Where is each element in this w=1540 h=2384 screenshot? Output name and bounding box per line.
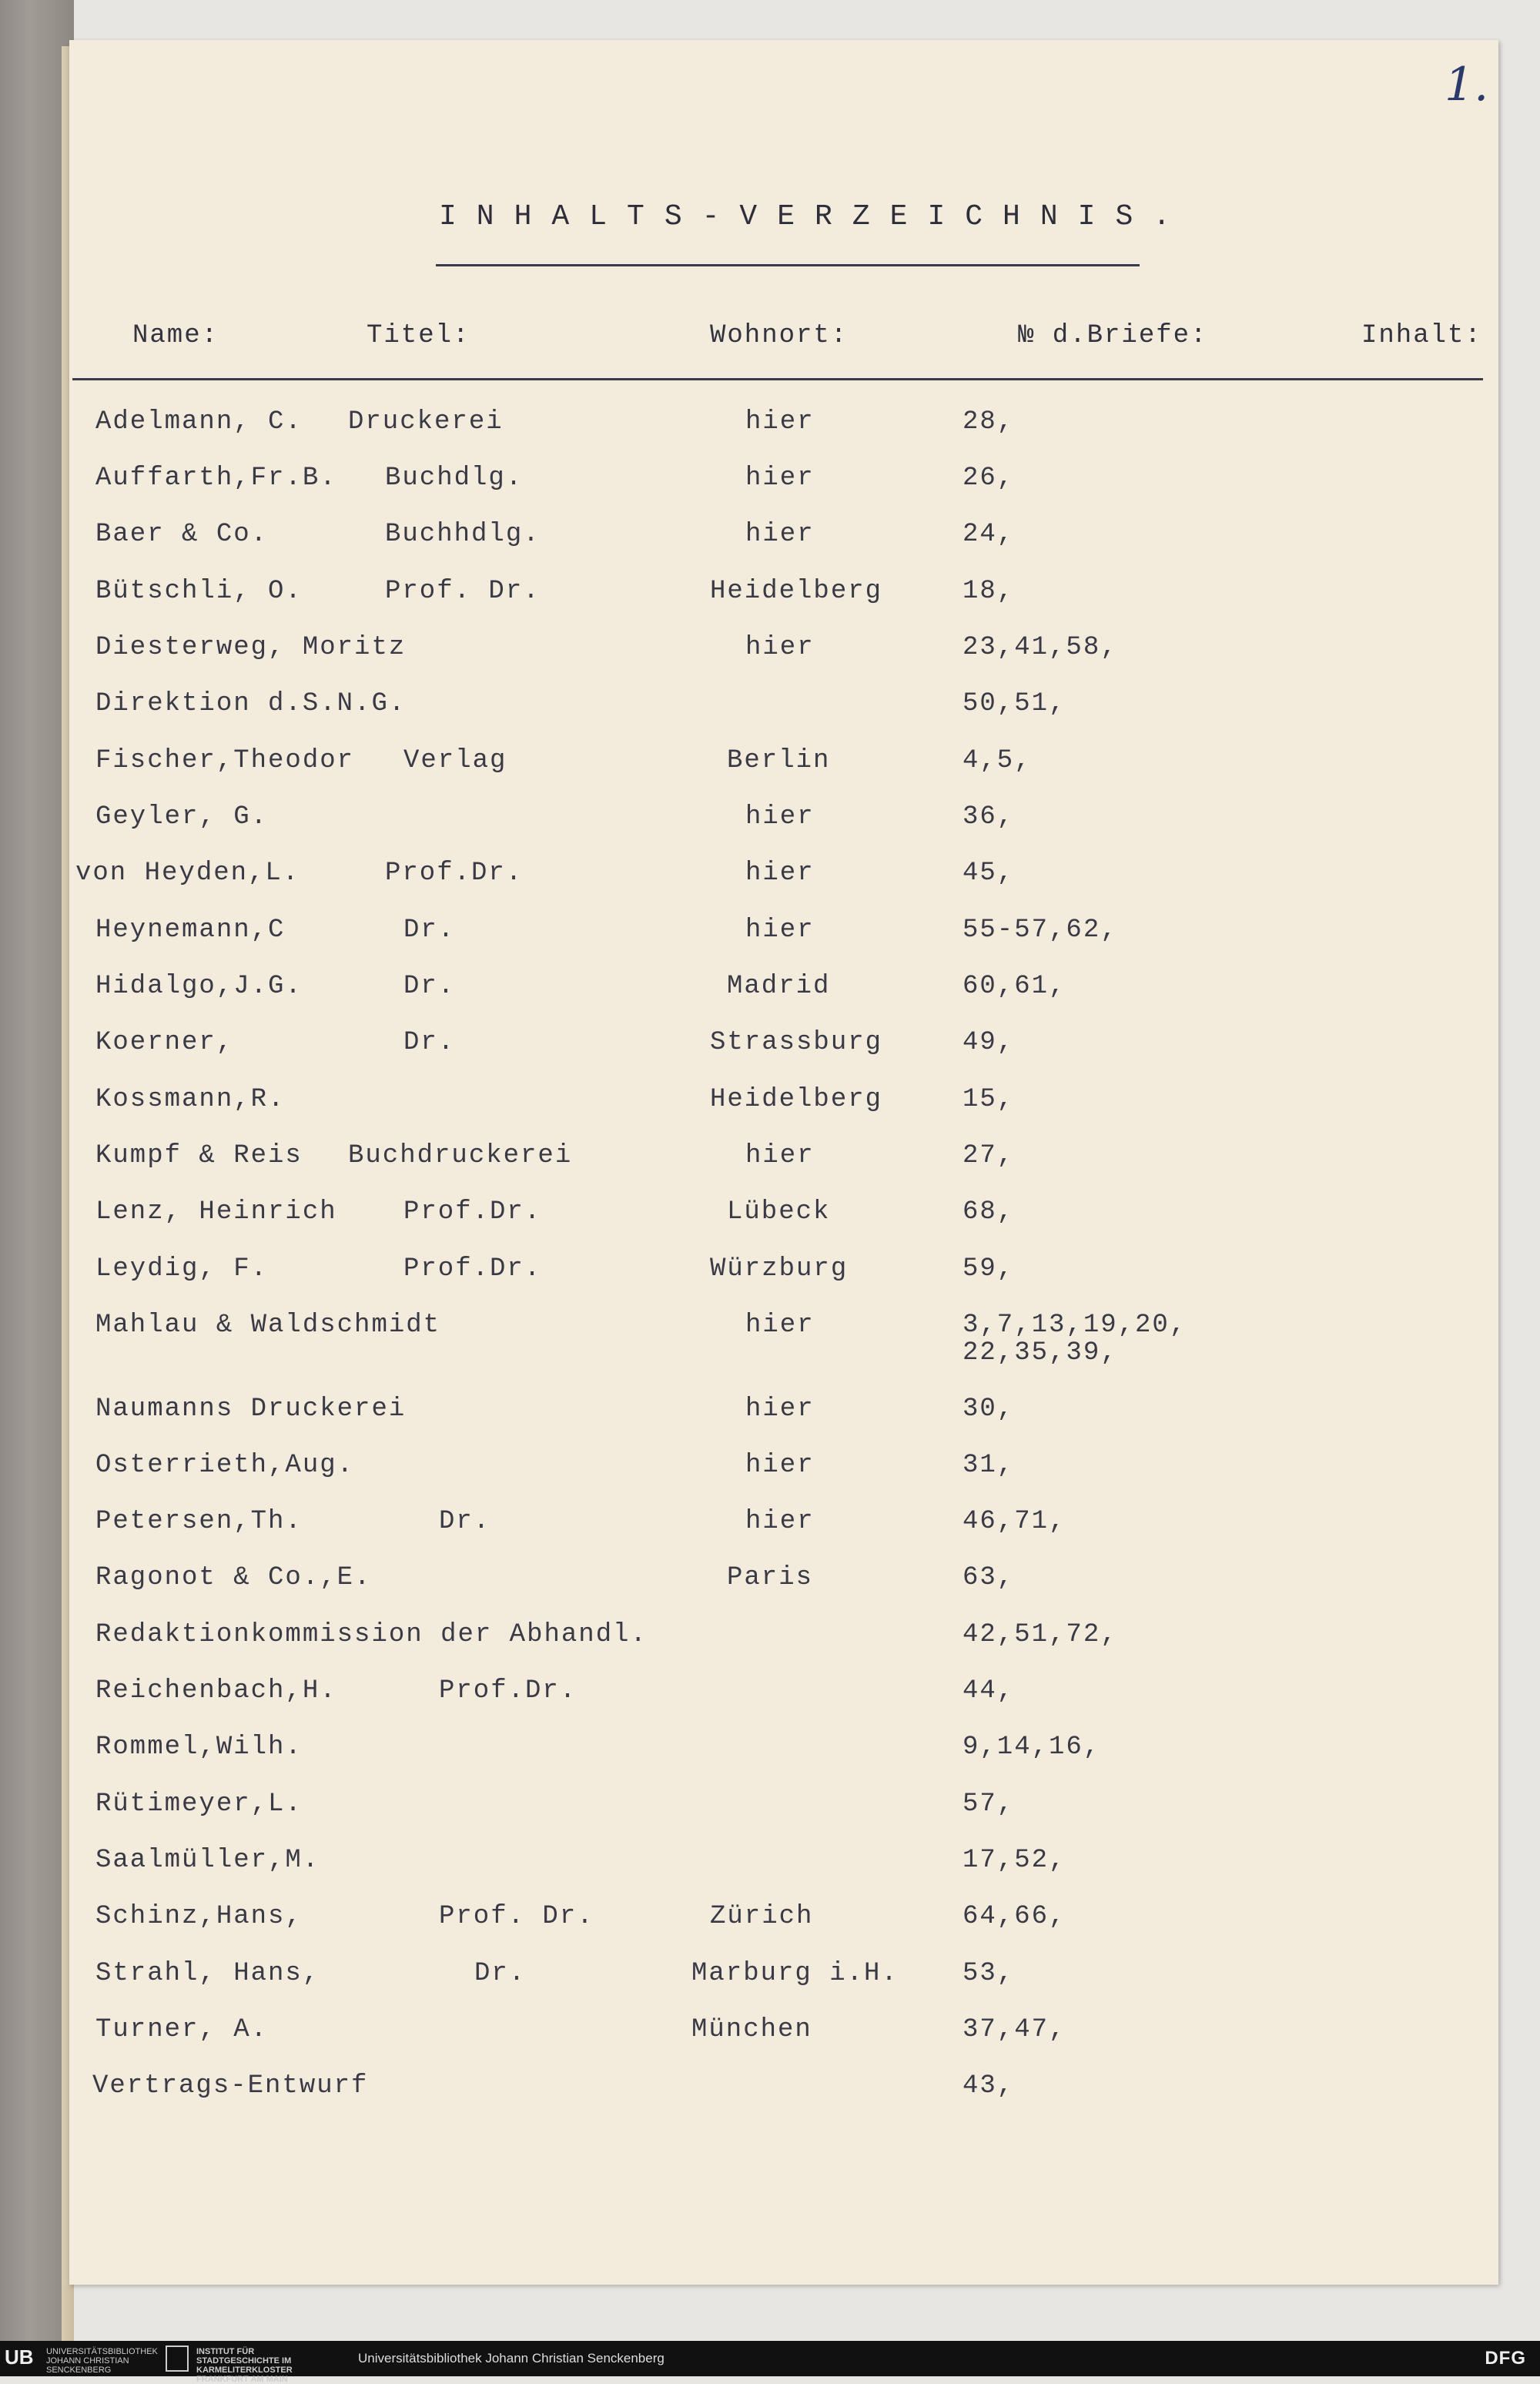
row-name: Vertrags-Entwurf [92, 2071, 369, 2101]
row-titel: Buchdlg. [385, 464, 524, 493]
row-wohnort: hier [745, 1141, 815, 1170]
row-wohnort: Heidelberg [710, 577, 883, 606]
row-briefe: 18, [962, 577, 1015, 606]
row-wohnort: Strassburg [710, 1028, 883, 1057]
row-briefe: 68, [962, 1197, 1015, 1227]
row-briefe: 45, [962, 859, 1015, 888]
row-briefe: 64,66, [962, 1902, 1066, 1931]
row-titel: Dr. [403, 1028, 456, 1057]
header-inhalt: Inhalt: [1361, 321, 1482, 350]
row-wohnort: hier [745, 407, 815, 437]
row-wohnort: hier [745, 1507, 815, 1536]
row-name: Ragonot & Co.,E. [95, 1563, 372, 1592]
row-wohnort: hier [745, 1451, 815, 1480]
row-name: Rütimeyer,L. [95, 1790, 303, 1819]
row-wohnort: München [691, 2015, 812, 2044]
row-wohnort: hier [745, 859, 815, 888]
header-wohnort: Wohnort: [710, 321, 849, 350]
row-briefe: 60,61, [962, 972, 1066, 1001]
header-titel: Titel: [367, 321, 470, 350]
row-briefe: 17,52, [962, 1846, 1066, 1875]
title-underline [436, 264, 1140, 266]
header-rule [72, 378, 1483, 380]
row-wohnort: Paris [727, 1563, 814, 1592]
row-titel: Buchhdlg. [385, 520, 541, 549]
row-name: Naumanns Druckerei [95, 1395, 407, 1424]
row-name: Redaktionkommission der Abhandl. [95, 1620, 648, 1649]
row-briefe: 59, [962, 1254, 1015, 1284]
row-titel: Dr. [474, 1959, 527, 1988]
row-briefe: 44, [962, 1676, 1015, 1706]
row-briefe: 55-57,62, [962, 916, 1118, 945]
row-titel: Dr. [403, 916, 456, 945]
row-name: Kossmann,R. [95, 1085, 286, 1114]
row-briefe: 3,7,13,19,20, [962, 1311, 1187, 1340]
row-briefe: 42,51,72, [962, 1620, 1118, 1649]
row-wohnort: hier [745, 520, 815, 549]
row-name: Schinz,Hans, [95, 1902, 303, 1931]
row-briefe: 15, [962, 1085, 1015, 1114]
row-name: Adelmann, C. [95, 407, 303, 437]
row-titel: Prof.Dr. [403, 1254, 542, 1284]
row-name: Fischer,Theodor [95, 746, 355, 775]
row-name: Koerner, [95, 1028, 234, 1057]
row-briefe: 57, [962, 1790, 1015, 1819]
header-name: Name: [132, 321, 219, 350]
row-name: Lenz, Heinrich [95, 1197, 337, 1227]
row-briefe: 37,47, [962, 2015, 1066, 2044]
row-name: Kumpf & Reis [95, 1141, 303, 1170]
row-name: Direktion d.S.N.G. [95, 689, 407, 718]
eagle-icon [166, 2345, 189, 2372]
row-titel: Prof.Dr. [439, 1676, 578, 1706]
row-titel: Prof.Dr. [385, 859, 524, 888]
row-name: Hidalgo,J.G. [95, 972, 303, 1001]
row-name: Osterrieth,Aug. [95, 1451, 355, 1480]
dfg-logo: DFG [1485, 2348, 1526, 2369]
row-name: Rommel,Wilh. [95, 1733, 303, 1762]
row-briefe: 30, [962, 1395, 1015, 1424]
row-briefe: 9,14,16, [962, 1733, 1101, 1762]
row-name: Baer & Co. [95, 520, 269, 549]
row-name: Diesterweg, Moritz [95, 633, 407, 662]
page-title: INHALTS-VERZEICHNIS. [439, 200, 1191, 233]
row-wohnort: hier [745, 633, 815, 662]
row-wohnort: Lübeck [727, 1197, 831, 1227]
row-name: Saalmüller,M. [95, 1846, 320, 1875]
row-name: Bütschli, O. [95, 577, 303, 606]
row-briefe: 49, [962, 1028, 1015, 1057]
row-name: Strahl, Hans, [95, 1959, 320, 1988]
institut-logo-text: INSTITUT FÜR STADTGESCHICHTE IM KARMELITERKLOSTER FRANKFURT AM MAIN [196, 2347, 293, 2384]
row-titel: Prof. Dr. [439, 1902, 594, 1931]
row-titel: Druckerei [348, 407, 504, 437]
row-briefe-continued: 22,35,39, [962, 1338, 1118, 1368]
row-wohnort: hier [745, 1395, 815, 1424]
row-name: Turner, A. [95, 2015, 269, 2044]
row-name: Leydig, F. [95, 1254, 269, 1284]
row-name: Reichenbach,H. [95, 1676, 337, 1706]
row-wohnort: Berlin [727, 746, 831, 775]
row-titel: Dr. [439, 1507, 491, 1536]
row-name: Geyler, G. [95, 802, 269, 832]
footer-bar [0, 2341, 1540, 2384]
row-wohnort: Heidelberg [710, 1085, 883, 1114]
row-briefe: 4,5, [962, 746, 1032, 775]
row-briefe: 27, [962, 1141, 1015, 1170]
row-briefe: 43, [962, 2071, 1015, 2101]
row-titel: Prof. Dr. [385, 577, 541, 606]
row-titel: Verlag [403, 746, 507, 775]
folio-number: 1. [1445, 58, 1489, 112]
row-briefe: 26, [962, 464, 1015, 493]
institution-name: Universitätsbibliothek Johann Christian Senckenberg [358, 2351, 665, 2366]
row-briefe: 53, [962, 1959, 1015, 1988]
row-wohnort: Zürich [710, 1902, 814, 1931]
row-name: Auffarth,Fr.B. [95, 464, 337, 493]
row-briefe: 46,71, [962, 1507, 1066, 1536]
row-name: Mahlau & Waldschmidt [95, 1311, 441, 1340]
row-titel: Buchdruckerei [348, 1141, 573, 1170]
row-briefe: 36, [962, 802, 1015, 832]
row-wohnort: Madrid [727, 972, 831, 1001]
row-name: Petersen,Th. [95, 1507, 303, 1536]
row-wohnort: hier [745, 802, 815, 832]
row-titel: Dr. [403, 972, 456, 1001]
row-titel: Prof.Dr. [403, 1197, 542, 1227]
row-briefe: 28, [962, 407, 1015, 437]
row-briefe: 31, [962, 1451, 1015, 1480]
row-wohnort: hier [745, 1311, 815, 1340]
header-briefe: № d.Briefe: [1018, 321, 1208, 350]
row-wohnort: Marburg i.H. [691, 1959, 899, 1988]
row-name: von Heyden,L. [75, 859, 300, 888]
row-wohnort: hier [745, 916, 815, 945]
ub-logo-text: UNIVERSITÄTSBIBLIOTHEK JOHANN CHRISTIAN SENCKENBERG [46, 2347, 158, 2375]
row-name: Heynemann,C [95, 916, 286, 945]
ub-logo: UB [5, 2345, 34, 2369]
row-wohnort: Würzburg [710, 1254, 849, 1284]
row-briefe: 50,51, [962, 689, 1066, 718]
row-briefe: 24, [962, 520, 1015, 549]
row-briefe: 63, [962, 1563, 1015, 1592]
row-briefe: 23,41,58, [962, 633, 1118, 662]
row-wohnort: hier [745, 464, 815, 493]
